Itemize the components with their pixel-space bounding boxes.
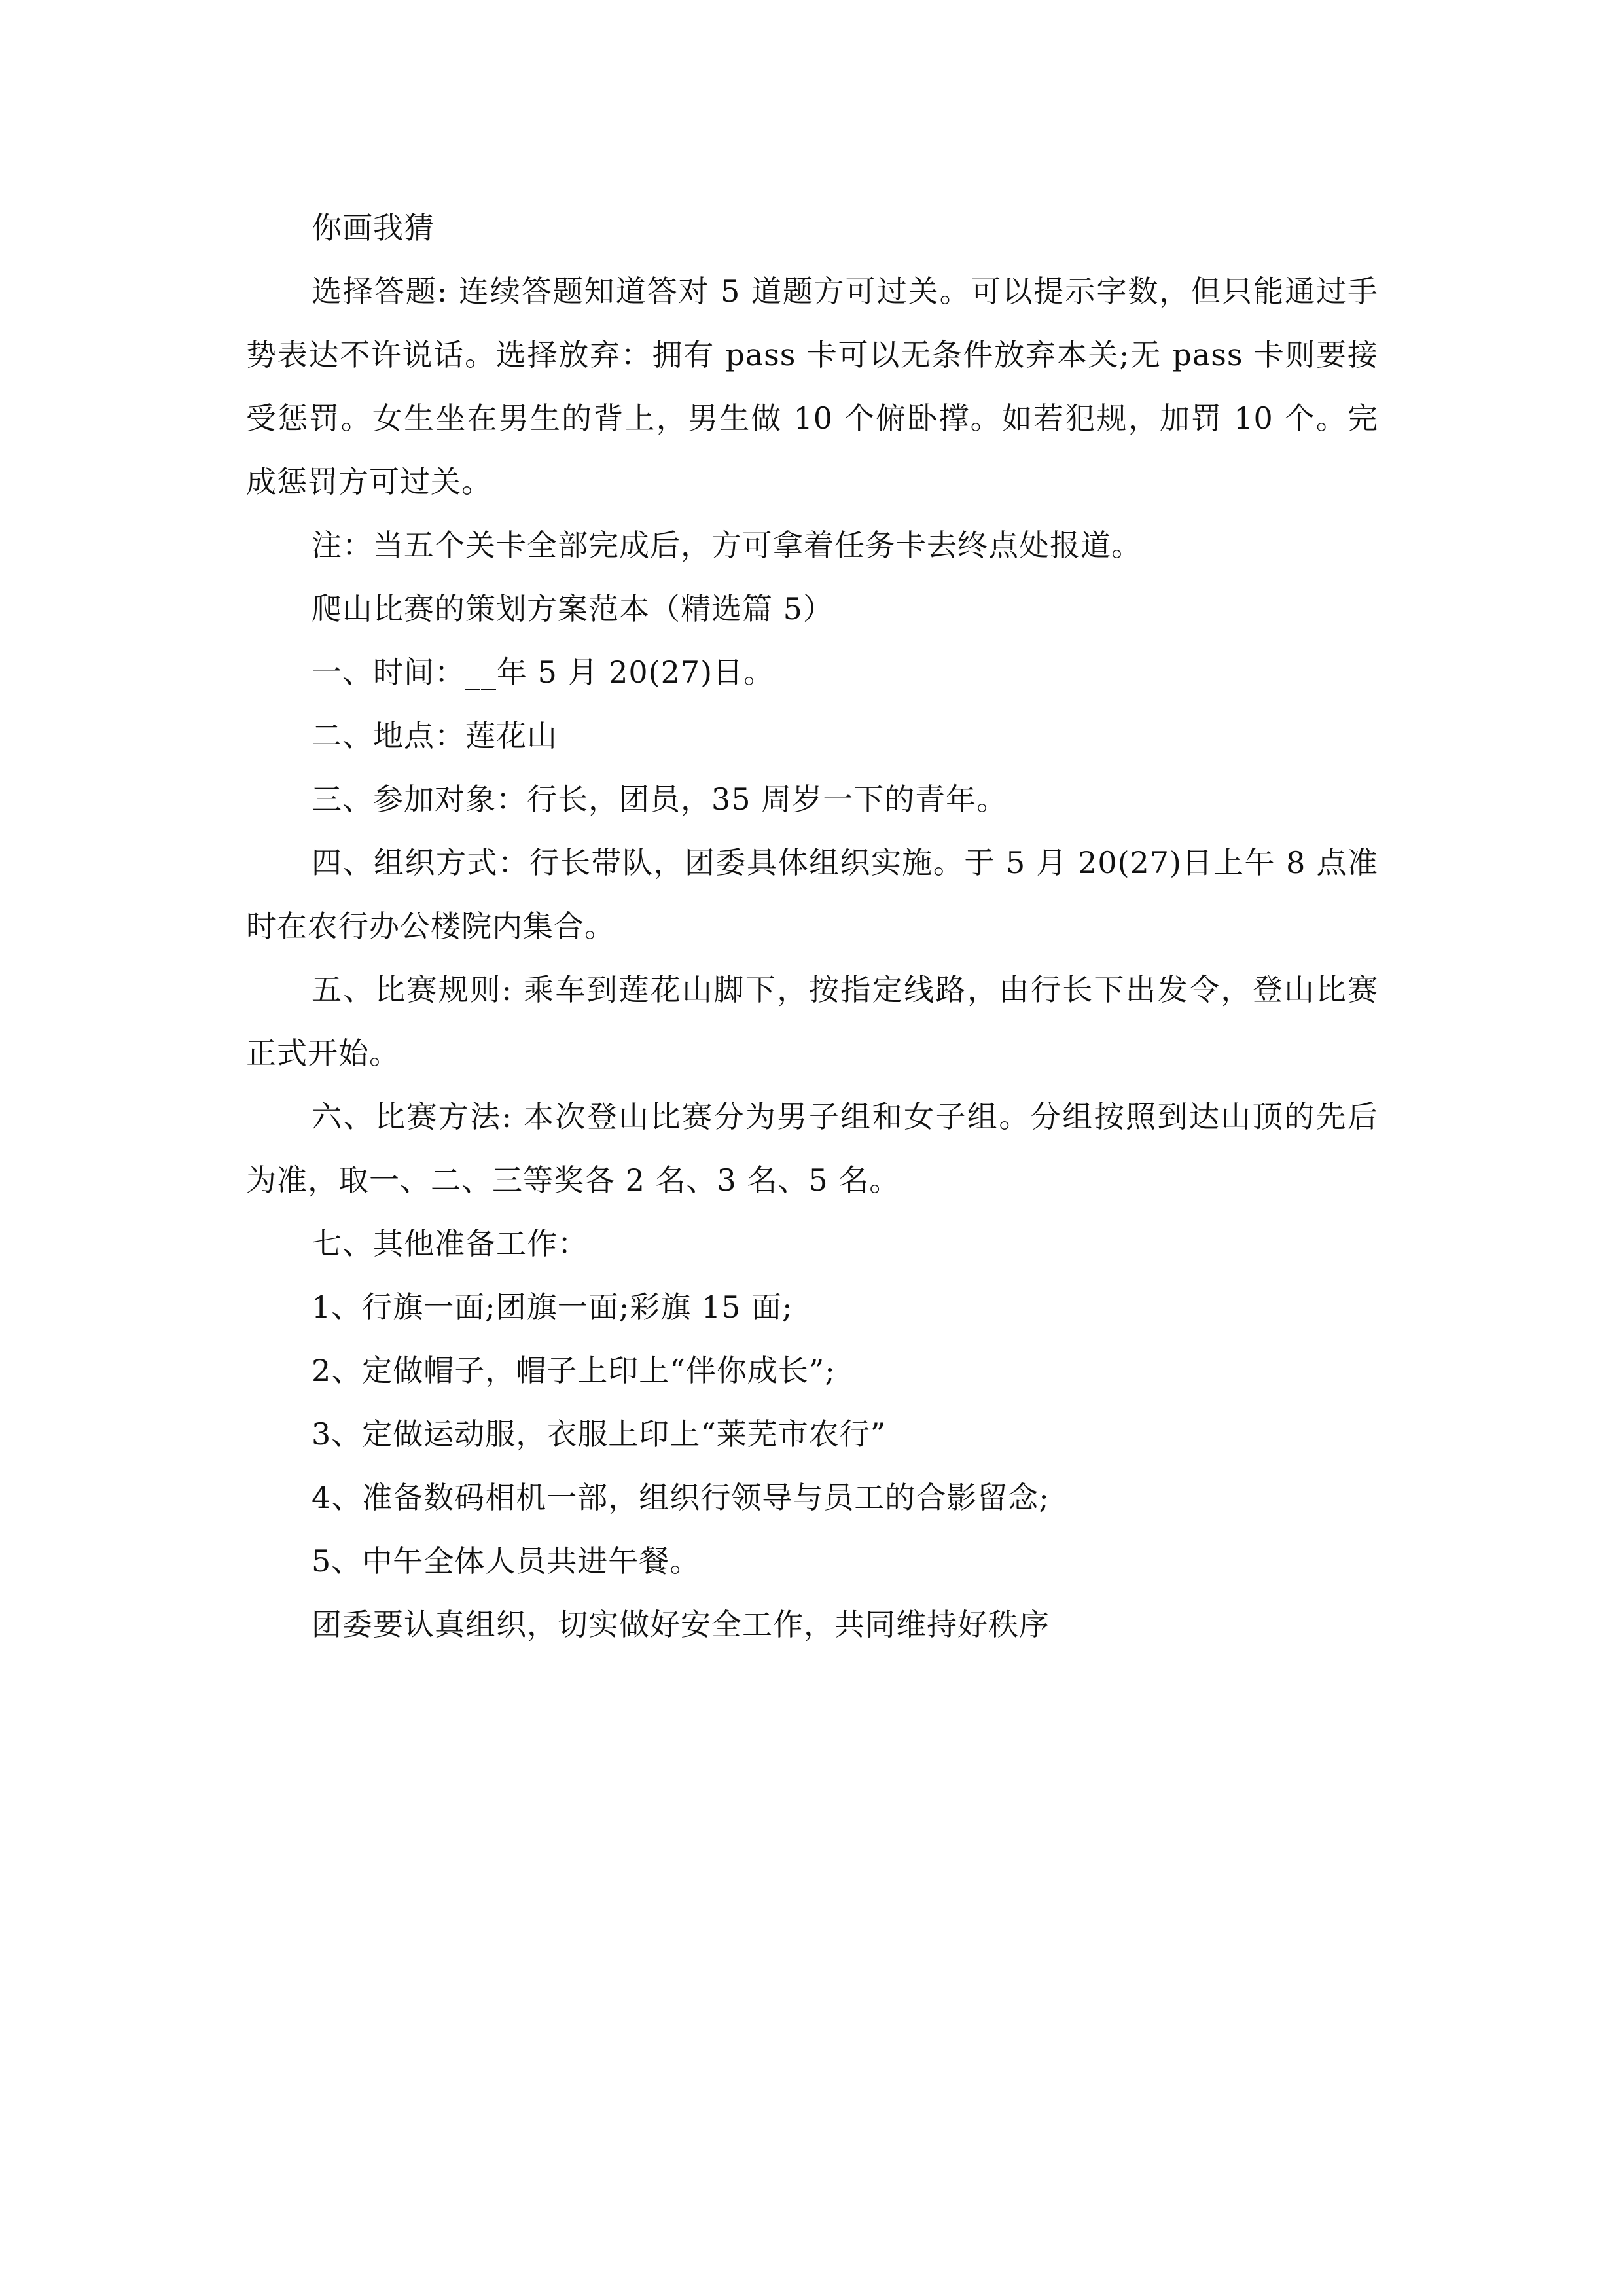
item-organization: 四、组织方式：行长带队，团委具体组织实施。于 5 月 20(27)日上午 8 点准时在农行办公楼院内集合。 [246,845,1378,944]
item-time: 一、时间：__年 5 月 20(27)日。 [312,655,775,690]
list-item-sportswear: 3、定做运动服，衣服上印上“莱芜市农行” [312,1416,887,1452]
list-item-lunch: 5、中午全体人员共进午餐。 [312,1543,701,1579]
section-heading-pictionary: 你画我猜 [312,210,435,245]
item-participants: 三、参加对象：行长，团员，35 周岁一下的青年。 [312,781,1008,817]
document-body [246,196,1378,1657]
list-item-camera: 4、准备数码相机一部，组织行领导与员工的合影留念; [312,1480,1050,1515]
paragraph-note: 注：当五个关卡全部完成后，方可拿着任务卡去终点处报道。 [312,528,1142,563]
closing-paragraph: 团委要认真组织，切实做好安全工作，共同维持好秩序 [312,1607,1050,1642]
section-title: 爬山比赛的策划方案范本（精选篇 5） [312,591,834,626]
item-other-preparations: 七、其他准备工作： [312,1226,588,1261]
list-item-flags: 1、行旗一面;团旗一面;彩旗 15 面; [312,1289,793,1325]
paragraph-answer-rules: 选择答题: 连续答题知道答对 5 道题方可过关。可以提示字数，但只能通过手势表达不许说话。选择放弃：拥有 pass 卡可以无条件放弃本关;无 pass 卡则要接受惩罚。女生坐在男生的背上，男生做 10 个俯卧撑。如若犯规，加罚 10 个。完成惩罚方可过关。 [246,274,1378,499]
item-competition-rules: 五、比赛规则: 乘车到莲花山脚下，按指定线路，由行长下出发令，登山比赛正式开始。 [246,972,1378,1071]
item-location: 二、地点：莲花山 [312,718,558,753]
item-competition-method: 六、比赛方法: 本次登山比赛分为男子组和女子组。分组按照到达山顶的先后为准，取一、二、三等奖各 2 名、3 名、5 名。 [246,1099,1378,1198]
list-item-caps: 2、定做帽子，帽子上印上“伴你成长”; [312,1353,836,1388]
